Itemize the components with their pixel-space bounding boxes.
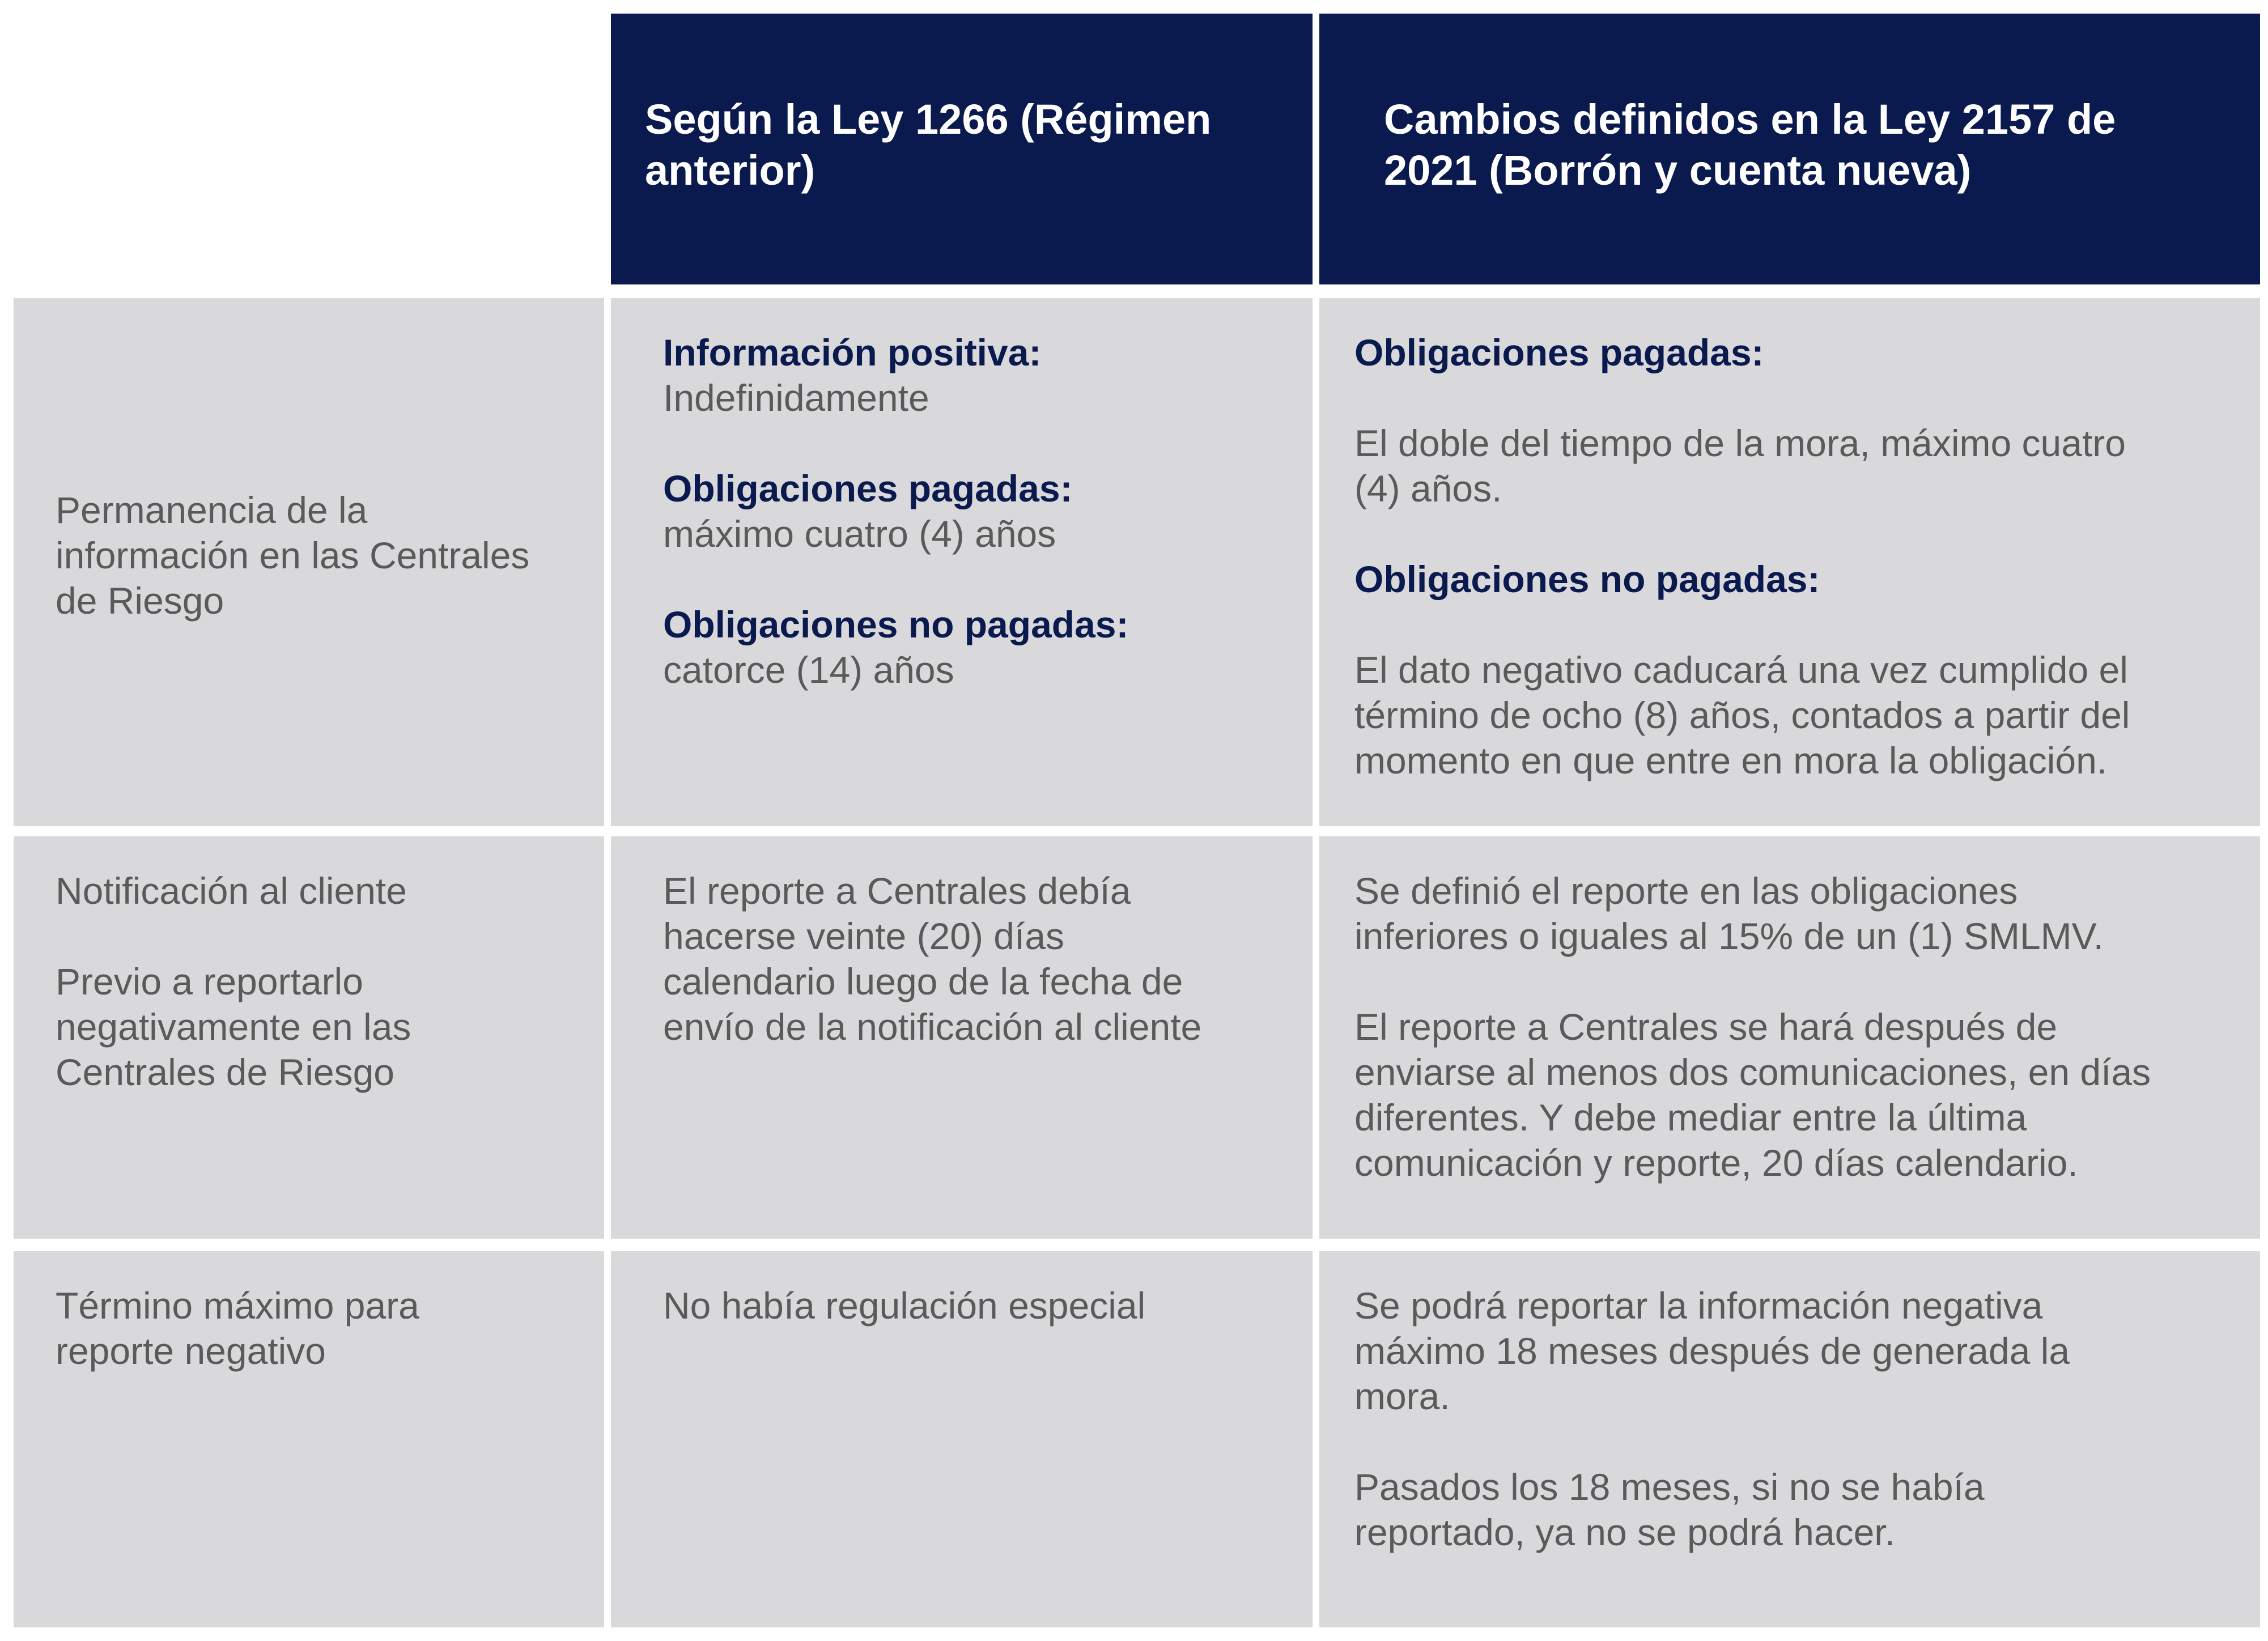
- section-title: Obligaciones pagadas:: [663, 467, 1073, 509]
- section-title: Obligaciones no pagadas:: [663, 603, 1129, 645]
- cell-text-line: El reporte a Centrales se hará después de: [1354, 1006, 2058, 1048]
- header-ley-1266: [611, 14, 1313, 284]
- cell-text-line: envío de la notificación al cliente: [663, 1006, 1202, 1048]
- header-ley-1266-line: Según la Ley 1266 (Régimen: [645, 96, 1212, 143]
- cell-text-line: diferentes. Y debe mediar entre la última: [1354, 1096, 2027, 1138]
- cell-text-line: mora.: [1354, 1375, 1450, 1417]
- cell-text-line: calendario luego de la fecha de: [663, 960, 1183, 1002]
- header-ley-2157-line: 2021 (Borrón y cuenta nueva): [1384, 147, 1972, 194]
- section-text: (4) años.: [1354, 467, 1502, 509]
- row-label-line: Notificación al cliente: [56, 870, 407, 912]
- cell-text-line: El reporte a Centrales debía: [663, 870, 1131, 912]
- cell-text-line: enviarse al menos dos comunicaciones, en días: [1354, 1051, 2151, 1093]
- cell-text-line: comunicación y reporte, 20 días calendario.: [1354, 1142, 2078, 1184]
- section-text: catorce (14) años: [663, 649, 954, 691]
- row-permanencia-ley-1266: [611, 298, 1313, 826]
- cell-text-line: reportado, ya no se podrá hacer.: [1354, 1511, 1895, 1553]
- row-label-line: Permanencia de la: [56, 489, 368, 531]
- cell-text-line: hacerse veinte (20) días: [663, 915, 1065, 957]
- row-permanencia-ley-2157: [1319, 298, 2260, 826]
- section-text: término de ocho (8) años, contados a partir del: [1354, 694, 2130, 736]
- section-title: Obligaciones no pagadas:: [1354, 558, 1820, 600]
- row-notificacion-label: [14, 836, 604, 1239]
- section-text: máximo cuatro (4) años: [663, 513, 1056, 555]
- section-title: Obligaciones pagadas:: [1354, 331, 1764, 373]
- row-label-line: Previo a reportarlo: [56, 960, 363, 1002]
- row-termino-ley-1266: [611, 1251, 1313, 1627]
- row-permanencia-label: [14, 298, 604, 826]
- cell-text-line: Se podrá reportar la información negativa: [1354, 1285, 2043, 1327]
- row-termino-ley-2157: [1319, 1251, 2260, 1627]
- header-ley-1266-line: anterior): [645, 147, 816, 194]
- section-text: Indefinidamente: [663, 377, 929, 419]
- row-termino-label: [14, 1251, 604, 1627]
- row-label-line: reporte negativo: [56, 1330, 326, 1372]
- section-title: Información positiva:: [663, 331, 1042, 373]
- row-notificacion-ley-1266: [611, 836, 1313, 1239]
- cell-text-line: No había regulación especial: [663, 1285, 1146, 1327]
- row-notificacion-ley-2157: [1319, 836, 2260, 1239]
- row-label-line: negativamente en las: [56, 1006, 411, 1048]
- row-label-line: información en las Centrales: [56, 534, 530, 576]
- section-text: El doble del tiempo de la mora, máximo cuatro: [1354, 422, 2126, 464]
- cell-text-line: máximo 18 meses después de generada la: [1354, 1330, 2070, 1372]
- cell-text-line: inferiores o iguales al 15% de un (1) SMLMV.: [1354, 915, 2104, 957]
- section-text: El dato negativo caducará una vez cumplido el: [1354, 649, 2128, 691]
- header-ley-2157-line: Cambios definidos en la Ley 2157 de: [1384, 96, 2116, 143]
- header-ley-2157: [1319, 14, 2260, 284]
- cell-text-line: Pasados los 18 meses, si no se había: [1354, 1466, 1985, 1508]
- row-label-line: Centrales de Riesgo: [56, 1051, 394, 1093]
- section-text: momento en que entre en mora la obligación.: [1354, 739, 2108, 781]
- cell-text-line: Se definió el reporte en las obligaciones: [1354, 870, 2018, 912]
- row-label-line: de Riesgo: [56, 580, 224, 622]
- row-label-line: Término máximo para: [56, 1285, 419, 1327]
